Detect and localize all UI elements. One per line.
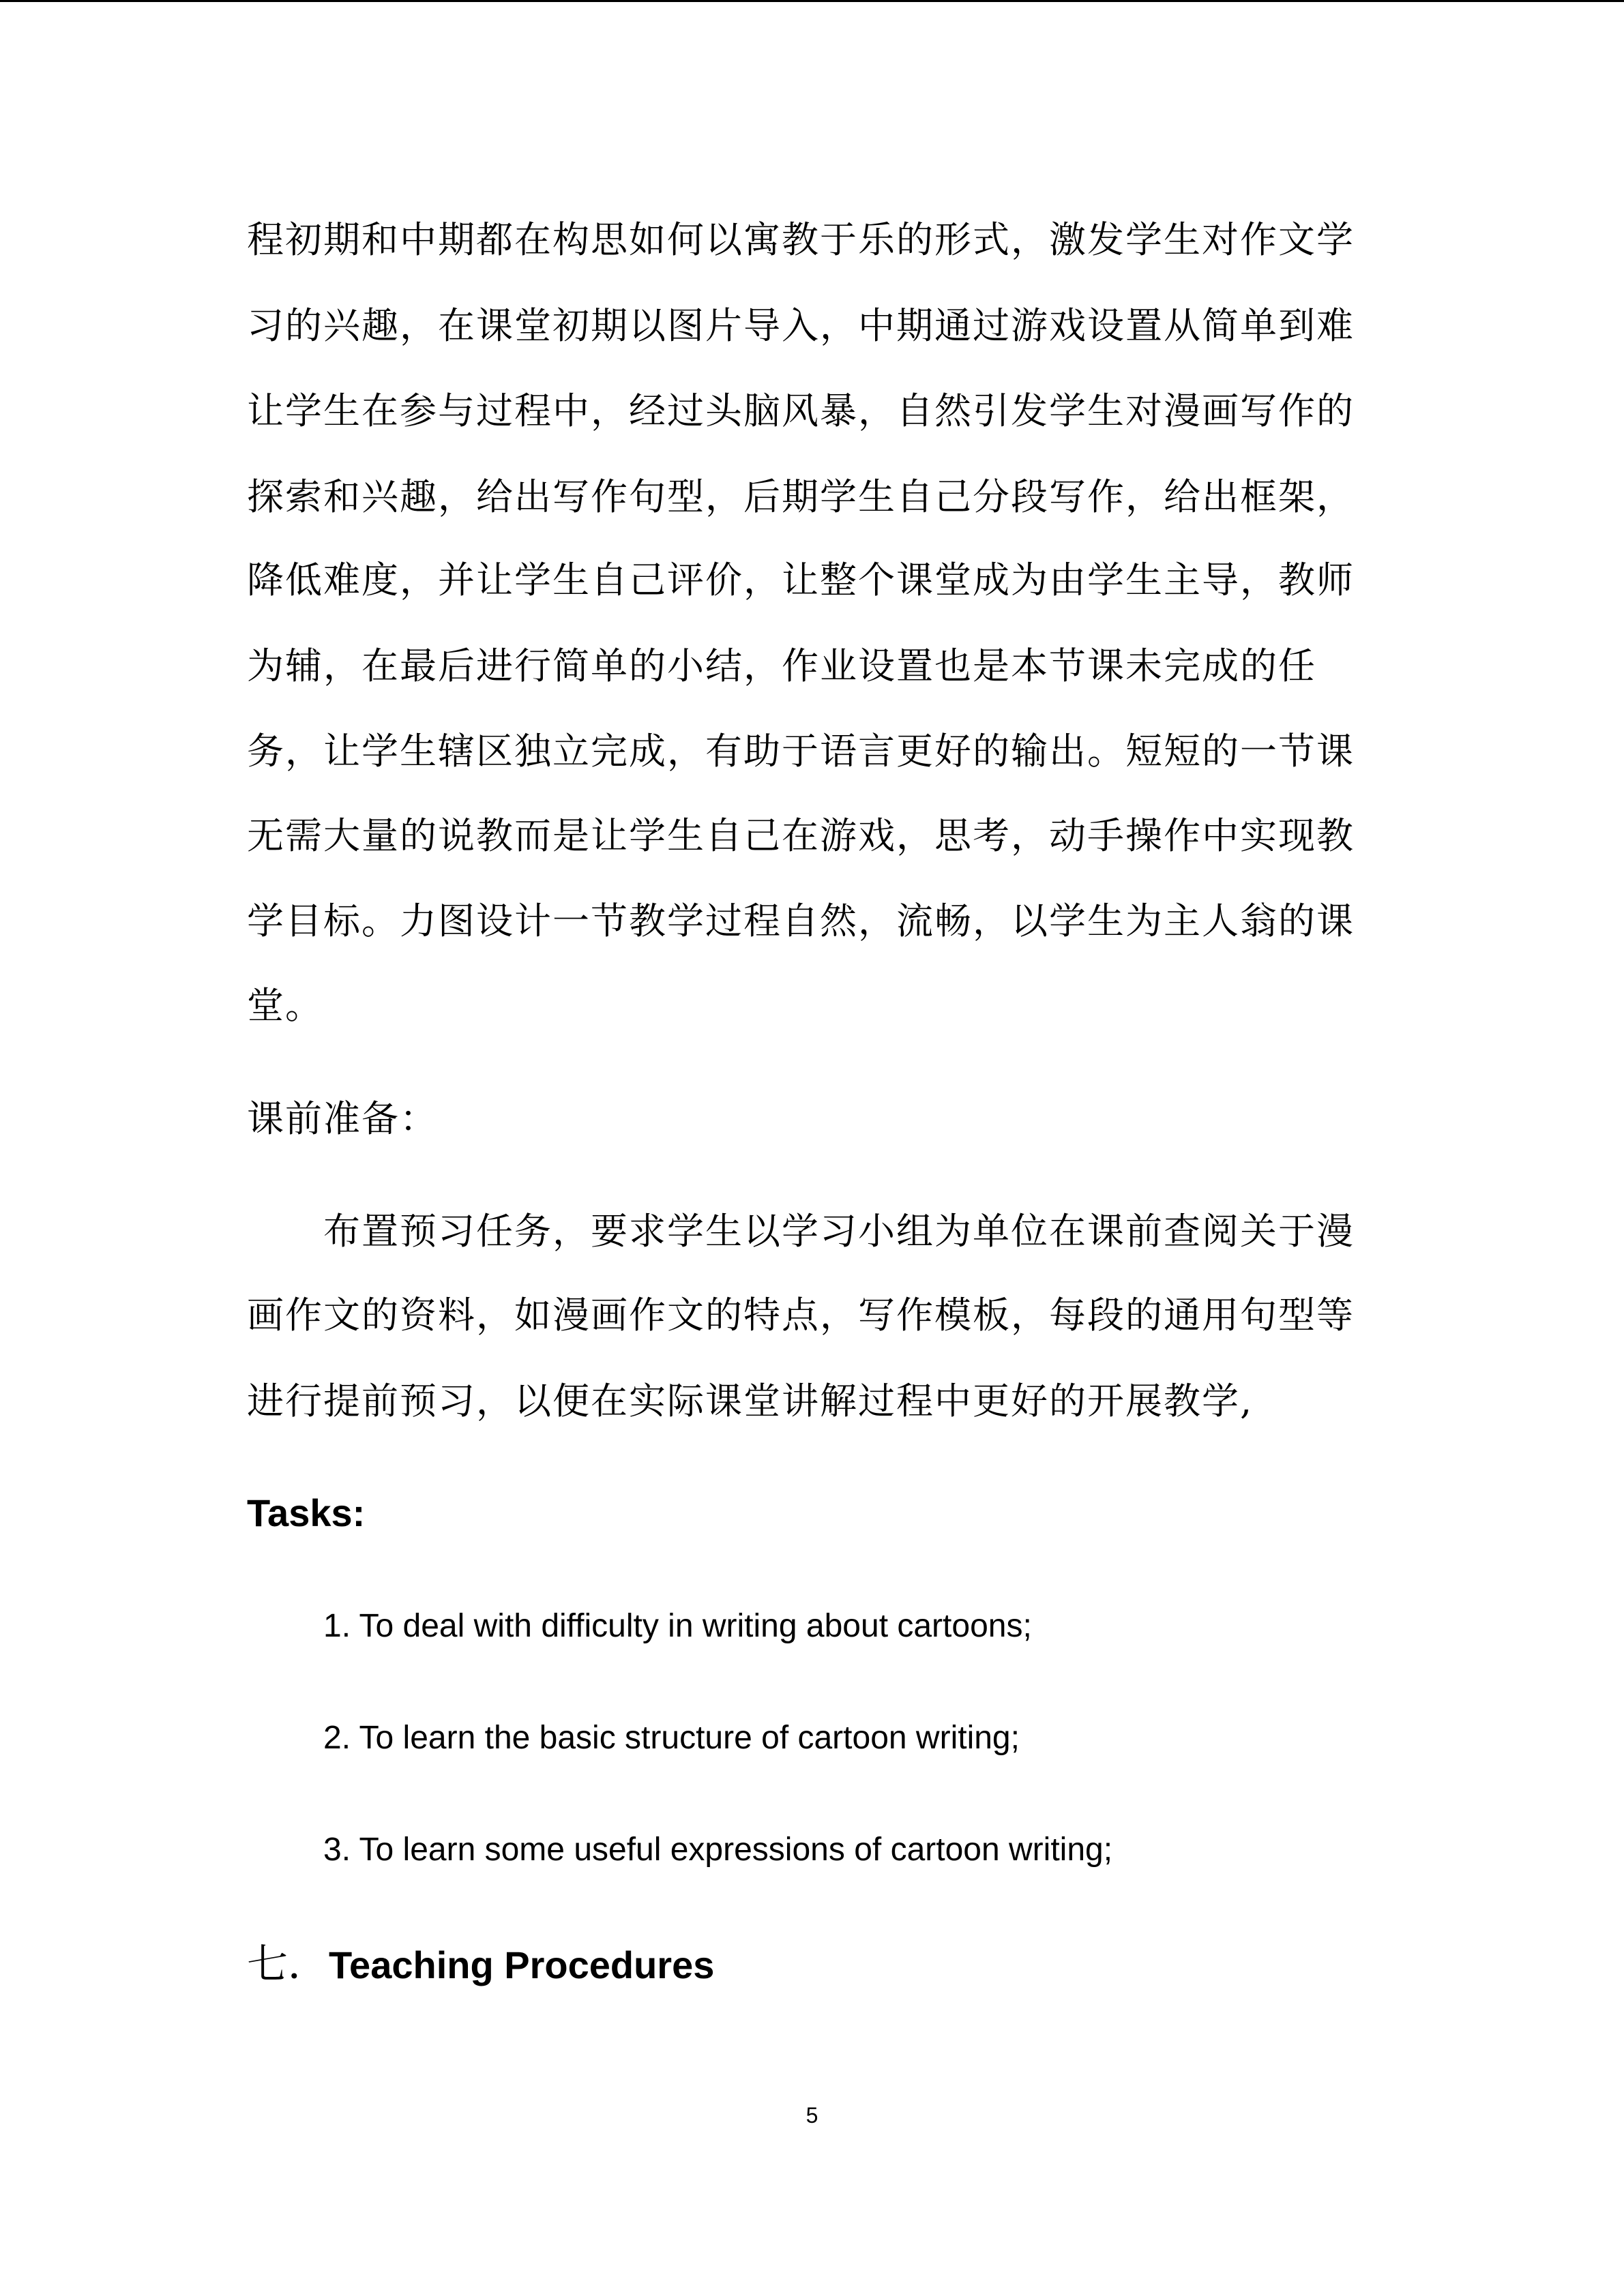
paragraph-line: 无需大量的说教而是让学生自己在游戏，思考，动手操作中实现教 [247, 814, 1355, 857]
preparation-line: 布置预习任务，要求学生以学习小组为单位在课前查阅关于漫 [323, 1210, 1355, 1253]
section-number: 七． [247, 1941, 329, 1988]
task-item: 2. To learn the basic structure of cartoon writing; [323, 1720, 1020, 1756]
paragraph-line: 堂。 [247, 984, 323, 1027]
section-heading [247, 1937, 714, 1992]
paragraph-line: 为辅，在最后进行简单的小结，作业设置也是本节课未完成的任 [247, 644, 1316, 687]
paragraph-line: 习的兴趣，在课堂初期以图片导入，中期通过游戏设置从简单到难 [247, 304, 1355, 347]
paragraph-line: 让学生在参与过程中，经过头脑风暴，自然引发学生对漫画写作的 [247, 389, 1355, 432]
page-top-border [0, 0, 1624, 2]
section-title: Teaching Procedures [329, 1943, 715, 1986]
preparation-line: 画作文的资料，如漫画作文的特点，写作模板，每段的通用句型等 [247, 1294, 1355, 1337]
page-number: 5 [806, 2103, 818, 2128]
tasks-heading: Tasks: [247, 1491, 366, 1534]
paragraph-line: 务，让学生辖区独立完成，有助于语言更好的输出。短短的一节课 [247, 730, 1355, 773]
paragraph-line: 学目标。力图设计一节教学过程自然，流畅，以学生为主人翁的课 [247, 899, 1355, 942]
task-item: 1. To deal with difficulty in writing about cartoons; [323, 1608, 1032, 1644]
paragraph-line: 程初期和中期都在构思如何以寓教于乐的形式，激发学生对作文学 [247, 218, 1355, 261]
paragraph-line: 探索和兴趣，给出写作句型，后期学生自己分段写作，给出框架， [247, 475, 1355, 518]
paragraph-line: 降低难度，并让学生自己评价，让整个课堂成为由学生主导，教师 [247, 558, 1355, 601]
preparation-line: 进行提前预习，以便在实际课堂讲解过程中更好的开展教学, [247, 1380, 1254, 1422]
preparation-heading: 课前准备： [247, 1097, 438, 1140]
task-item: 3. To learn some useful expressions of cartoon writing; [323, 1832, 1113, 1868]
